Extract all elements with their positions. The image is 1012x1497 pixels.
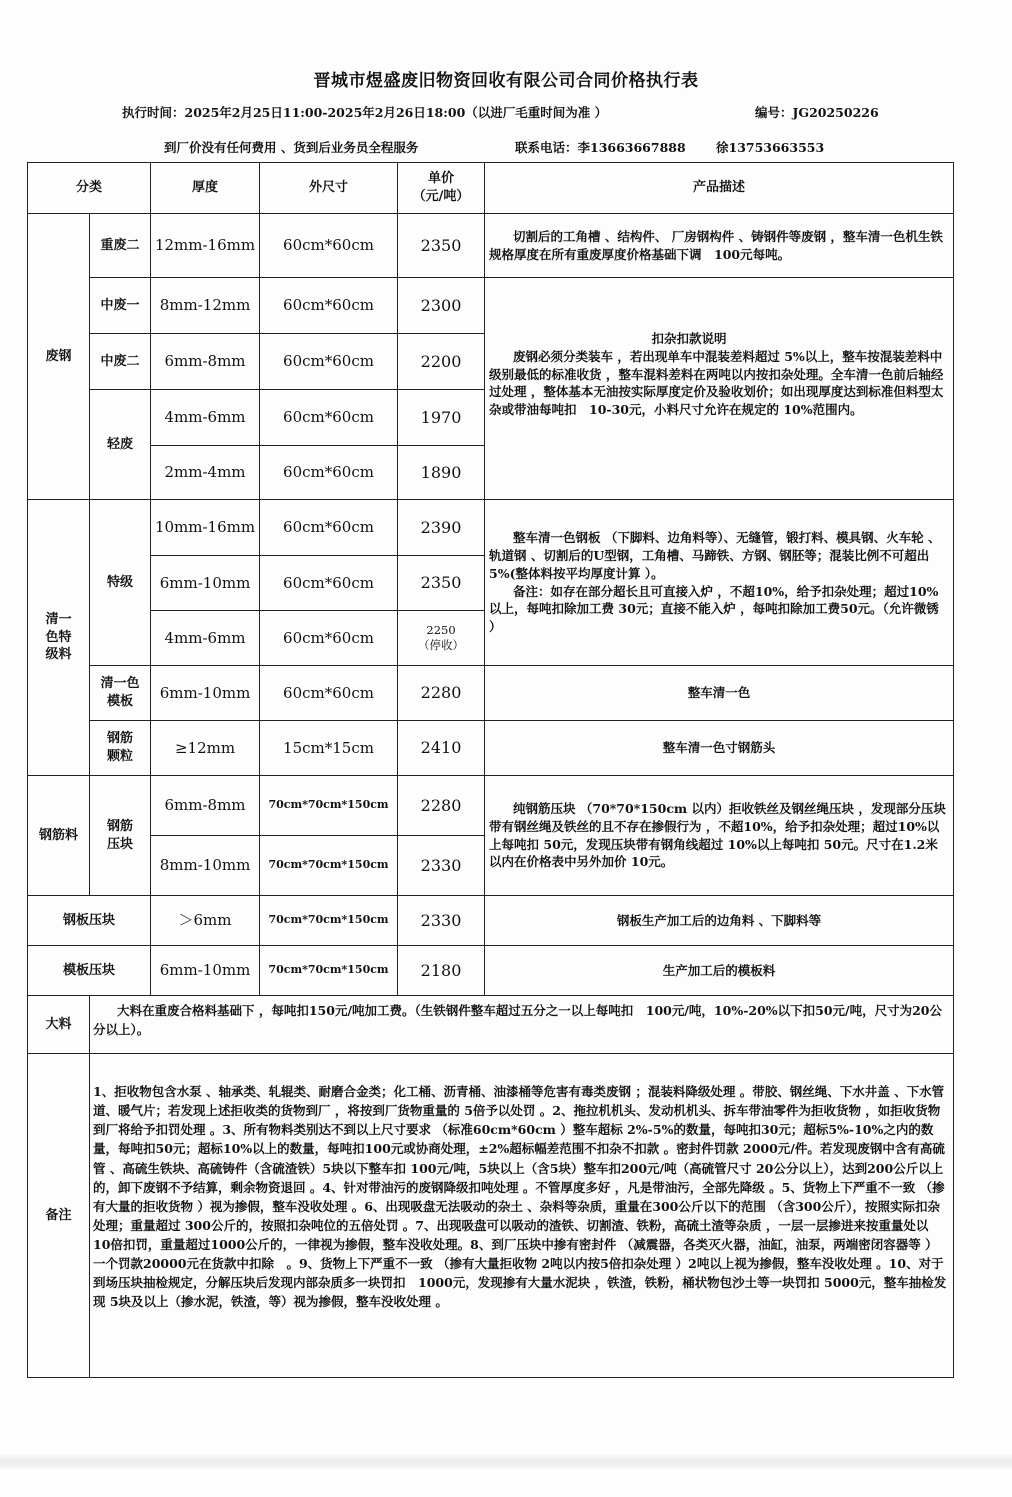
size-cell: 70cm*70cm*150cm	[260, 836, 398, 896]
description-deduction	[485, 278, 954, 500]
header-thickness: 厚度	[151, 163, 260, 214]
table-row	[28, 776, 954, 836]
group-rebar: 钢筋料	[28, 776, 90, 896]
price-cell	[398, 611, 485, 666]
special-paragraph-2: 备注：如存在部分超长且可直接入炉 ，不超10%，给予扣杂处理；超过10%以上，每吨扣除加工费 30元；直接不能入炉 ，每吨扣除加工费50元。（允许微锈 ）	[489, 583, 939, 634]
description-template-block: 生产加工后的模板料	[485, 946, 954, 996]
header-description: 产品描述	[485, 163, 954, 214]
thickness-cell: 8mm-12mm	[151, 278, 260, 334]
thickness-cell: 6mm-8mm	[151, 334, 260, 390]
price-cell: 2330	[398, 836, 485, 896]
table-row	[28, 666, 954, 721]
sub-category	[90, 721, 151, 776]
price-status-note: （停收）	[418, 638, 465, 652]
header-price-label: 单价	[428, 171, 455, 187]
thickness-cell: 6mm-10mm	[151, 666, 260, 721]
size-cell: 60cm*60cm	[260, 334, 398, 390]
header-size: 外尺寸	[260, 163, 398, 214]
size-cell: 15cm*15cm	[260, 721, 398, 776]
price-cell: 2410	[398, 721, 485, 776]
price-cell: 2180	[398, 946, 485, 996]
deduction-title: 扣杂扣款说明	[651, 331, 727, 346]
price-cell: 2350	[398, 556, 485, 611]
large-material-label: 大料	[28, 996, 90, 1054]
notes-row	[28, 1054, 954, 1378]
service-note: 到厂价没有任何费用 、货到后业务员全程服务	[164, 140, 419, 155]
sub-category-line: 颗粒	[107, 749, 134, 764]
sub-category-line: 清一色	[100, 676, 140, 692]
description-text: 纯钢筋压块 （70*70*150cm 以内）拒收铁丝及钢丝绳压块 ，发现部分压块带有钢丝绳及铁丝的且不存在掺假行为 ，不超10%，给予扣杂处理；超过10%以上每吨扣 50元，发现压块带有钢角线超过 10%以上每吨扣 50元。尺寸在1.2米以内在价格表中另外加价 10元。	[489, 801, 946, 870]
table-row	[28, 721, 954, 776]
description-text: 切割后的工角槽 、结构件、 厂房钢构件 、铸钢件等废钢 ，整车清一色机生铁规格厚度在所有重废厚度价格基础下调 100元每吨。	[489, 228, 943, 262]
serial-number: 编号：JG20250226	[755, 105, 879, 120]
group-special-line: 清一	[45, 612, 72, 628]
thickness-cell: 12mm-16mm	[151, 214, 260, 278]
header-category: 分类	[28, 163, 151, 214]
group-special-line: 级料	[45, 647, 72, 663]
price-cell: 2280	[398, 776, 485, 836]
sub-category-line: 钢筋	[107, 818, 134, 834]
table-row	[28, 214, 954, 278]
size-cell: 60cm*60cm	[260, 500, 398, 556]
sub-category-line: 模板	[107, 694, 134, 709]
thickness-cell: 10mm-16mm	[151, 500, 260, 556]
notes-text: 1、拒收物包含水泵 、轴承类、轧辊类、耐磨合金类；化工桶、沥青桶、油漆桶等危害有毒类废钢 ；混装料降级处理 。带胶、钢丝绳、下水井盖 、下水管道、暖气片；若发现上述拒收类的货物到厂 ，将按到厂货物重量的 5倍予以处罚 。2、拖拉机机头、发动机机头、拆车带油零件为拒收货物 ，如拒收货物到厂将给予扣罚处理 。3、所有物料类别达不到以上尺寸要求 （标准60cm*60cm ）整车超标 2%-5%的数量，每吨扣30元；超标5%-10%之内的数量，每吨扣50元；超标10%以上的数量，每吨扣100元或协商处理，±2%超标幅差范围不扣杂不扣款 。密封件罚款 2000元/件。若发现废钢中含有高硫管 、高硫生铁块、高硫铸件（含硫渣铁）5块以下整车扣 100元/吨，5块以上（含5块）整车扣200元/吨（高硫管尺寸 20公分以上），达到200公斤以上的，卸下废钢不予结算，剩余物资退回 。4、针对带油污的废钢降级扣吨处理 。不管厚度多好 ，凡是带油污，全部先降级 。5、货物上下严重不一致 （掺有大量的拒收货物 ）视为掺假，整车没收处理 。6、出现吸盘无法吸动的杂土 、杂料等杂质，重量在300公斤以下的范围 （含300公斤），按照实际扣杂处理；重量超过 300公斤的，按照扣杂吨位的五倍处罚 。7、出现吸盘可以吸动的渣铁、切割渣、铁粉，高硫土渣等杂质 ，一层一层掺进来按重量处以 10倍扣罚，重量超过1000公斤的，一律视为掺假，整车没收处理。8、到厂压块中掺有密封件 （减震器，各类灭火器，油缸，油泵，两端密闭容器等 ）一个罚款20000元在货款中扣除 。9、货物上下严重不一致 （掺有大量拒收物 2吨以内按5倍扣杂处理 ）2吨以上视为掺假，整车没收处理 。10、对于到场压块抽检规定，分解压块后发现内部杂质多一块罚扣 1000元，发现掺有大量水泥块 ，铁渣，铁粉，桶状物包沙土等一块罚扣 5000元，整车抽检发现 5块及以上（掺水泥，铁渣，等）视为掺假，整车没收处理 。	[90, 1054, 954, 1378]
table-row	[28, 946, 954, 996]
sub-category: 中废二	[90, 334, 151, 390]
large-material-row	[28, 996, 954, 1054]
group-special	[28, 500, 90, 776]
thickness-cell: ≥12mm	[151, 721, 260, 776]
group-scrap: 废钢	[28, 214, 90, 500]
sub-category	[90, 776, 151, 896]
price-cell: 1970	[398, 390, 485, 446]
header-price	[398, 163, 485, 214]
thickness-cell: 4mm-6mm	[151, 611, 260, 666]
sub-category-line: 压块	[107, 836, 134, 852]
table-row	[28, 500, 954, 556]
category-cell: 钢板压块	[28, 896, 151, 946]
contact-phone-li: 联系电话：李13663667888	[515, 140, 686, 155]
header-price-unit: （元/吨）	[412, 189, 470, 204]
price-table	[27, 162, 954, 1378]
size-cell: 60cm*60cm	[260, 278, 398, 334]
price-cell: 2330	[398, 896, 485, 946]
size-cell: 70cm*70cm*150cm	[260, 896, 398, 946]
thickness-cell: 6mm-8mm	[151, 776, 260, 836]
description-heavy2	[485, 214, 954, 278]
sub-category	[90, 666, 151, 721]
size-cell: 60cm*60cm	[260, 611, 398, 666]
price-value: 2250	[426, 623, 456, 638]
size-cell: 70cm*70cm*150cm	[260, 776, 398, 836]
description-plate-block: 钢板生产加工后的边角料 、下脚料等	[485, 896, 954, 946]
thickness-cell: 2mm-4mm	[151, 446, 260, 500]
sub-category: 中废一	[90, 278, 151, 334]
price-cell: 2300	[398, 278, 485, 334]
document-title: 晋城市煜盛废旧物资回收有限公司合同价格执行表	[313, 71, 699, 91]
sub-category: 特级	[90, 500, 151, 666]
size-cell: 60cm*60cm	[260, 390, 398, 446]
sub-category: 重废二	[90, 214, 151, 278]
price-cell: 2280	[398, 666, 485, 721]
contact-phone-xu: 徐13753663553	[716, 140, 825, 155]
thickness-cell: 8mm-10mm	[151, 836, 260, 896]
group-special-line: 色特	[45, 629, 72, 645]
price-cell: 2390	[398, 500, 485, 556]
thickness-cell: 6mm-10mm	[151, 556, 260, 611]
thickness-cell: 4mm-6mm	[151, 390, 260, 446]
table-row	[28, 896, 954, 946]
price-cell: 1890	[398, 446, 485, 500]
large-material-text: 大料在重废合格料基础下 ，每吨扣150元/吨加工费。（生铁钢件整车超过五分之一以上每吨扣 100元/吨，10%-20%以下扣50元/吨，尺寸为20公分以上）。	[90, 996, 954, 1054]
notes-label: 备注	[28, 1054, 90, 1378]
sub-category: 轻废	[90, 390, 151, 500]
size-cell: 60cm*60cm	[260, 446, 398, 500]
table-row	[28, 278, 954, 334]
sub-category-line: 钢筋	[107, 731, 134, 747]
size-cell: 70cm*70cm*150cm	[260, 946, 398, 996]
description-template: 整车清一色	[485, 666, 954, 721]
table-header-row	[28, 163, 954, 214]
description-rebar-block	[485, 776, 954, 896]
description-special	[485, 500, 954, 666]
size-cell: 60cm*60cm	[260, 214, 398, 278]
price-cell: 2350	[398, 214, 485, 278]
special-paragraph-1: 整车清一色钢板 （下脚料、边角料等）、无缝管，锻打料、模具钢、火车轮 、轨道钢 、切割后的U型钢，工角槽、马蹄铁、方钢、钢胚等；混装比例不可超出 5%(整体料按平均厚度计算 ）。	[489, 530, 941, 581]
execution-time: 执行时间：2025年2月25日11:00-2025年2月26日18:00（以进厂毛重时间为准 ）	[122, 105, 608, 120]
thickness-cell: 6mm-10mm	[151, 946, 260, 996]
description-rebar-granule: 整车清一色寸钢筋头	[485, 721, 954, 776]
category-cell: 模板压块	[28, 946, 151, 996]
size-cell: 60cm*60cm	[260, 666, 398, 721]
size-cell: 60cm*60cm	[260, 556, 398, 611]
page-bottom-edge	[0, 1455, 1012, 1469]
price-cell: 2200	[398, 334, 485, 390]
thickness-cell: ＞6mm	[151, 896, 260, 946]
deduction-body: 废钢必须分类装车 ，若出现单车中混装差料超过 5%以上，整车按混装差料中级别最低的标准收货 ，整车混料差料在两吨以内按扣杂处理。全车清一色前后轴经过处理 ，整体基本无油按实际厚度定价及验收划价；如出现厚度达到标准但料型太杂或带油每吨扣 10-30元，小料尺寸允许在规定的 10%范围内。	[489, 348, 944, 417]
